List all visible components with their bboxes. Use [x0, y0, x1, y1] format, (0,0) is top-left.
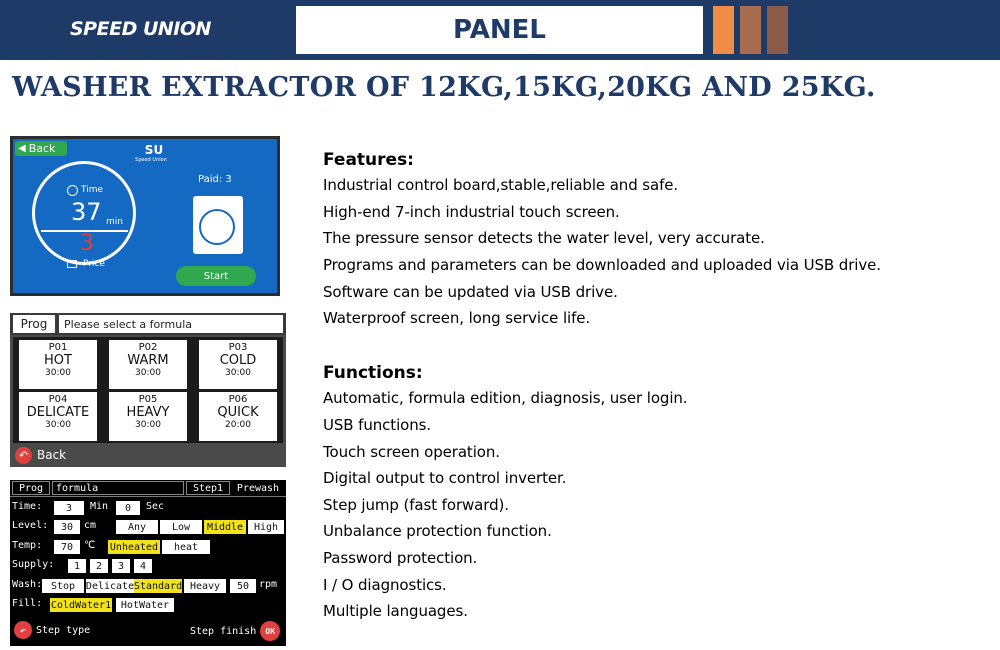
program-code: P04	[48, 394, 68, 405]
step-type-label: Step type	[36, 624, 91, 636]
back-button[interactable]	[15, 446, 66, 464]
fill-option-hotwater[interactable]: HotWater	[116, 598, 174, 612]
logo-mark: SU	[144, 143, 164, 157]
panel-label: PANEL	[453, 15, 546, 45]
washer-drum-icon	[199, 209, 235, 245]
program-time: 30:00	[135, 368, 161, 378]
payment-screen	[10, 136, 280, 296]
time-sec-unit: Sec	[146, 501, 165, 512]
program-tile-p05[interactable]	[109, 392, 187, 441]
step-finish-button[interactable]	[190, 621, 280, 641]
back-arrow-icon: ◀	[18, 143, 26, 154]
feature-item: High-end 7-inch industrial touch screen.	[323, 203, 620, 221]
function-item: Digital output to control inverter.	[323, 469, 567, 487]
coins-icon	[67, 260, 77, 268]
wash-option-standard[interactable]: Standard	[133, 580, 183, 592]
header-divider	[10, 496, 286, 497]
level-option-high[interactable]: High	[248, 520, 284, 534]
page-title: WASHER EXTRACTOR OF 12KG,15KG,20KG AND 25KG.	[12, 72, 876, 103]
features-title: Features:	[323, 150, 414, 170]
time-sec-input[interactable]: 0	[116, 501, 140, 515]
program-name: COLD	[219, 353, 257, 368]
formula-editor-screen	[10, 480, 286, 646]
function-item: Step jump (fast forward).	[323, 496, 509, 514]
function-item: Multiple languages.	[323, 602, 468, 620]
temp-label: Temp:	[12, 540, 43, 551]
temp-option-unheated[interactable]: Unheated	[109, 541, 159, 553]
paid-amount: Paid: 3	[198, 174, 232, 185]
time-min-unit: Min	[90, 501, 109, 512]
function-item: USB functions.	[323, 416, 432, 434]
feature-item: Software can be updated via USB drive.	[323, 283, 618, 301]
panel-label-box	[296, 6, 703, 54]
feature-item: Waterproof screen, long service life.	[323, 309, 591, 327]
program-name: HEAVY	[126, 405, 170, 420]
level-option-any[interactable]: Any	[116, 520, 158, 534]
program-tile-p03[interactable]	[199, 340, 277, 389]
supply-label: Supply:	[12, 559, 55, 570]
price-value: 3	[80, 231, 94, 256]
function-item: Unbalance protection function.	[323, 522, 552, 540]
start-button[interactable]	[176, 266, 256, 286]
temp-option-heat[interactable]: heat	[162, 540, 210, 554]
wash-rpm-input[interactable]: 50	[230, 579, 256, 593]
program-tile-p04[interactable]	[19, 392, 97, 441]
time-unit: min	[106, 217, 123, 227]
supply-option-2[interactable]: 2	[90, 559, 108, 573]
temp-input[interactable]: 70	[54, 540, 80, 554]
program-tile-p02[interactable]	[109, 340, 187, 389]
time-value: 37	[71, 198, 102, 226]
level-unit: cm	[84, 520, 97, 531]
program-name: DELICATE	[26, 405, 90, 420]
level-option-middle[interactable]: Middle	[204, 520, 246, 534]
ok-icon: OK	[260, 621, 280, 641]
function-item: Password protection.	[323, 549, 478, 567]
function-item: I / O diagnostics.	[323, 576, 447, 594]
wash-option-stop[interactable]: Stop	[42, 579, 84, 593]
program-name: WARM	[127, 353, 169, 368]
functions-title: Functions:	[323, 363, 423, 383]
fill-label: Fill:	[12, 598, 43, 609]
program-tile-p06[interactable]	[199, 392, 277, 441]
brand-logo: SPEED UNION	[70, 18, 211, 40]
program-name: QUICK	[217, 405, 259, 420]
feature-item: Programs and parameters can be downloaded and uploaded via USB drive.	[323, 256, 881, 274]
step-finish-label: Step finish	[190, 625, 257, 637]
function-item: Touch screen operation.	[323, 443, 500, 461]
feature-item: Industrial control board,stable,reliable and safe.	[323, 176, 679, 194]
formula-name: formula	[52, 481, 184, 495]
step-number[interactable]: Step1	[186, 481, 230, 495]
back-arrow-icon: ↶	[15, 447, 32, 464]
program-time: 20:00	[225, 420, 251, 430]
undo-icon: ↶	[14, 621, 32, 639]
program-tile-p01[interactable]	[19, 340, 97, 389]
back-button-label: Back	[28, 142, 56, 155]
program-code: P06	[228, 394, 248, 405]
time-label: Time:	[12, 501, 43, 512]
program-code: P05	[138, 394, 158, 405]
supply-option-1[interactable]: 1	[68, 559, 86, 573]
program-time: 30:00	[45, 420, 71, 430]
time-label: Time	[81, 185, 104, 195]
program-select-screen	[10, 313, 286, 467]
temp-unit: ℃	[84, 540, 96, 551]
program-grid	[13, 337, 283, 443]
clock-icon	[67, 185, 78, 196]
back-button[interactable]	[15, 141, 67, 156]
supply-option-4[interactable]: 4	[134, 559, 152, 573]
time-min-input[interactable]: 3	[54, 501, 84, 515]
program-code: P01	[48, 342, 68, 353]
accent-stripe-brown	[740, 6, 761, 54]
prog-tab[interactable]: Prog	[12, 481, 50, 495]
program-time: 30:00	[135, 420, 161, 430]
speed-union-logo	[135, 143, 167, 163]
accent-stripe-dark-brown	[767, 6, 788, 54]
accent-stripe-orange	[713, 6, 734, 54]
step-name: Prewash	[236, 482, 280, 494]
start-button-label: Start	[203, 270, 229, 282]
fill-option-coldwater1[interactable]: ColdWater1	[50, 599, 112, 611]
prog-tab[interactable]: Prog	[13, 315, 55, 333]
program-code: P03	[228, 342, 248, 353]
program-name: HOT	[44, 353, 72, 368]
wash-option-heavy[interactable]: Heavy	[184, 579, 226, 593]
wash-option-delicate[interactable]: Delicate	[85, 580, 135, 592]
wash-rpm-unit: rpm	[259, 579, 278, 590]
level-label: Level:	[12, 520, 49, 531]
supply-option-3[interactable]: 3	[112, 559, 130, 573]
select-formula-hint: Please select a formula	[59, 315, 283, 333]
price-label: Price	[83, 259, 105, 269]
logo-text: Speed Union	[135, 157, 167, 163]
program-header	[10, 313, 286, 335]
wash-label: Wash:	[12, 579, 43, 590]
level-input[interactable]: 30	[54, 520, 80, 534]
program-time: 30:00	[45, 368, 71, 378]
function-item: Automatic, formula edition, diagnosis, user login.	[323, 389, 688, 407]
program-time: 30:00	[225, 368, 251, 378]
program-code: P02	[138, 342, 158, 353]
back-button-label: Back	[37, 448, 67, 462]
level-option-low[interactable]: Low	[160, 520, 202, 534]
feature-item: The pressure sensor detects the water level, very accurate.	[323, 229, 765, 247]
step-type-button[interactable]	[14, 621, 90, 639]
